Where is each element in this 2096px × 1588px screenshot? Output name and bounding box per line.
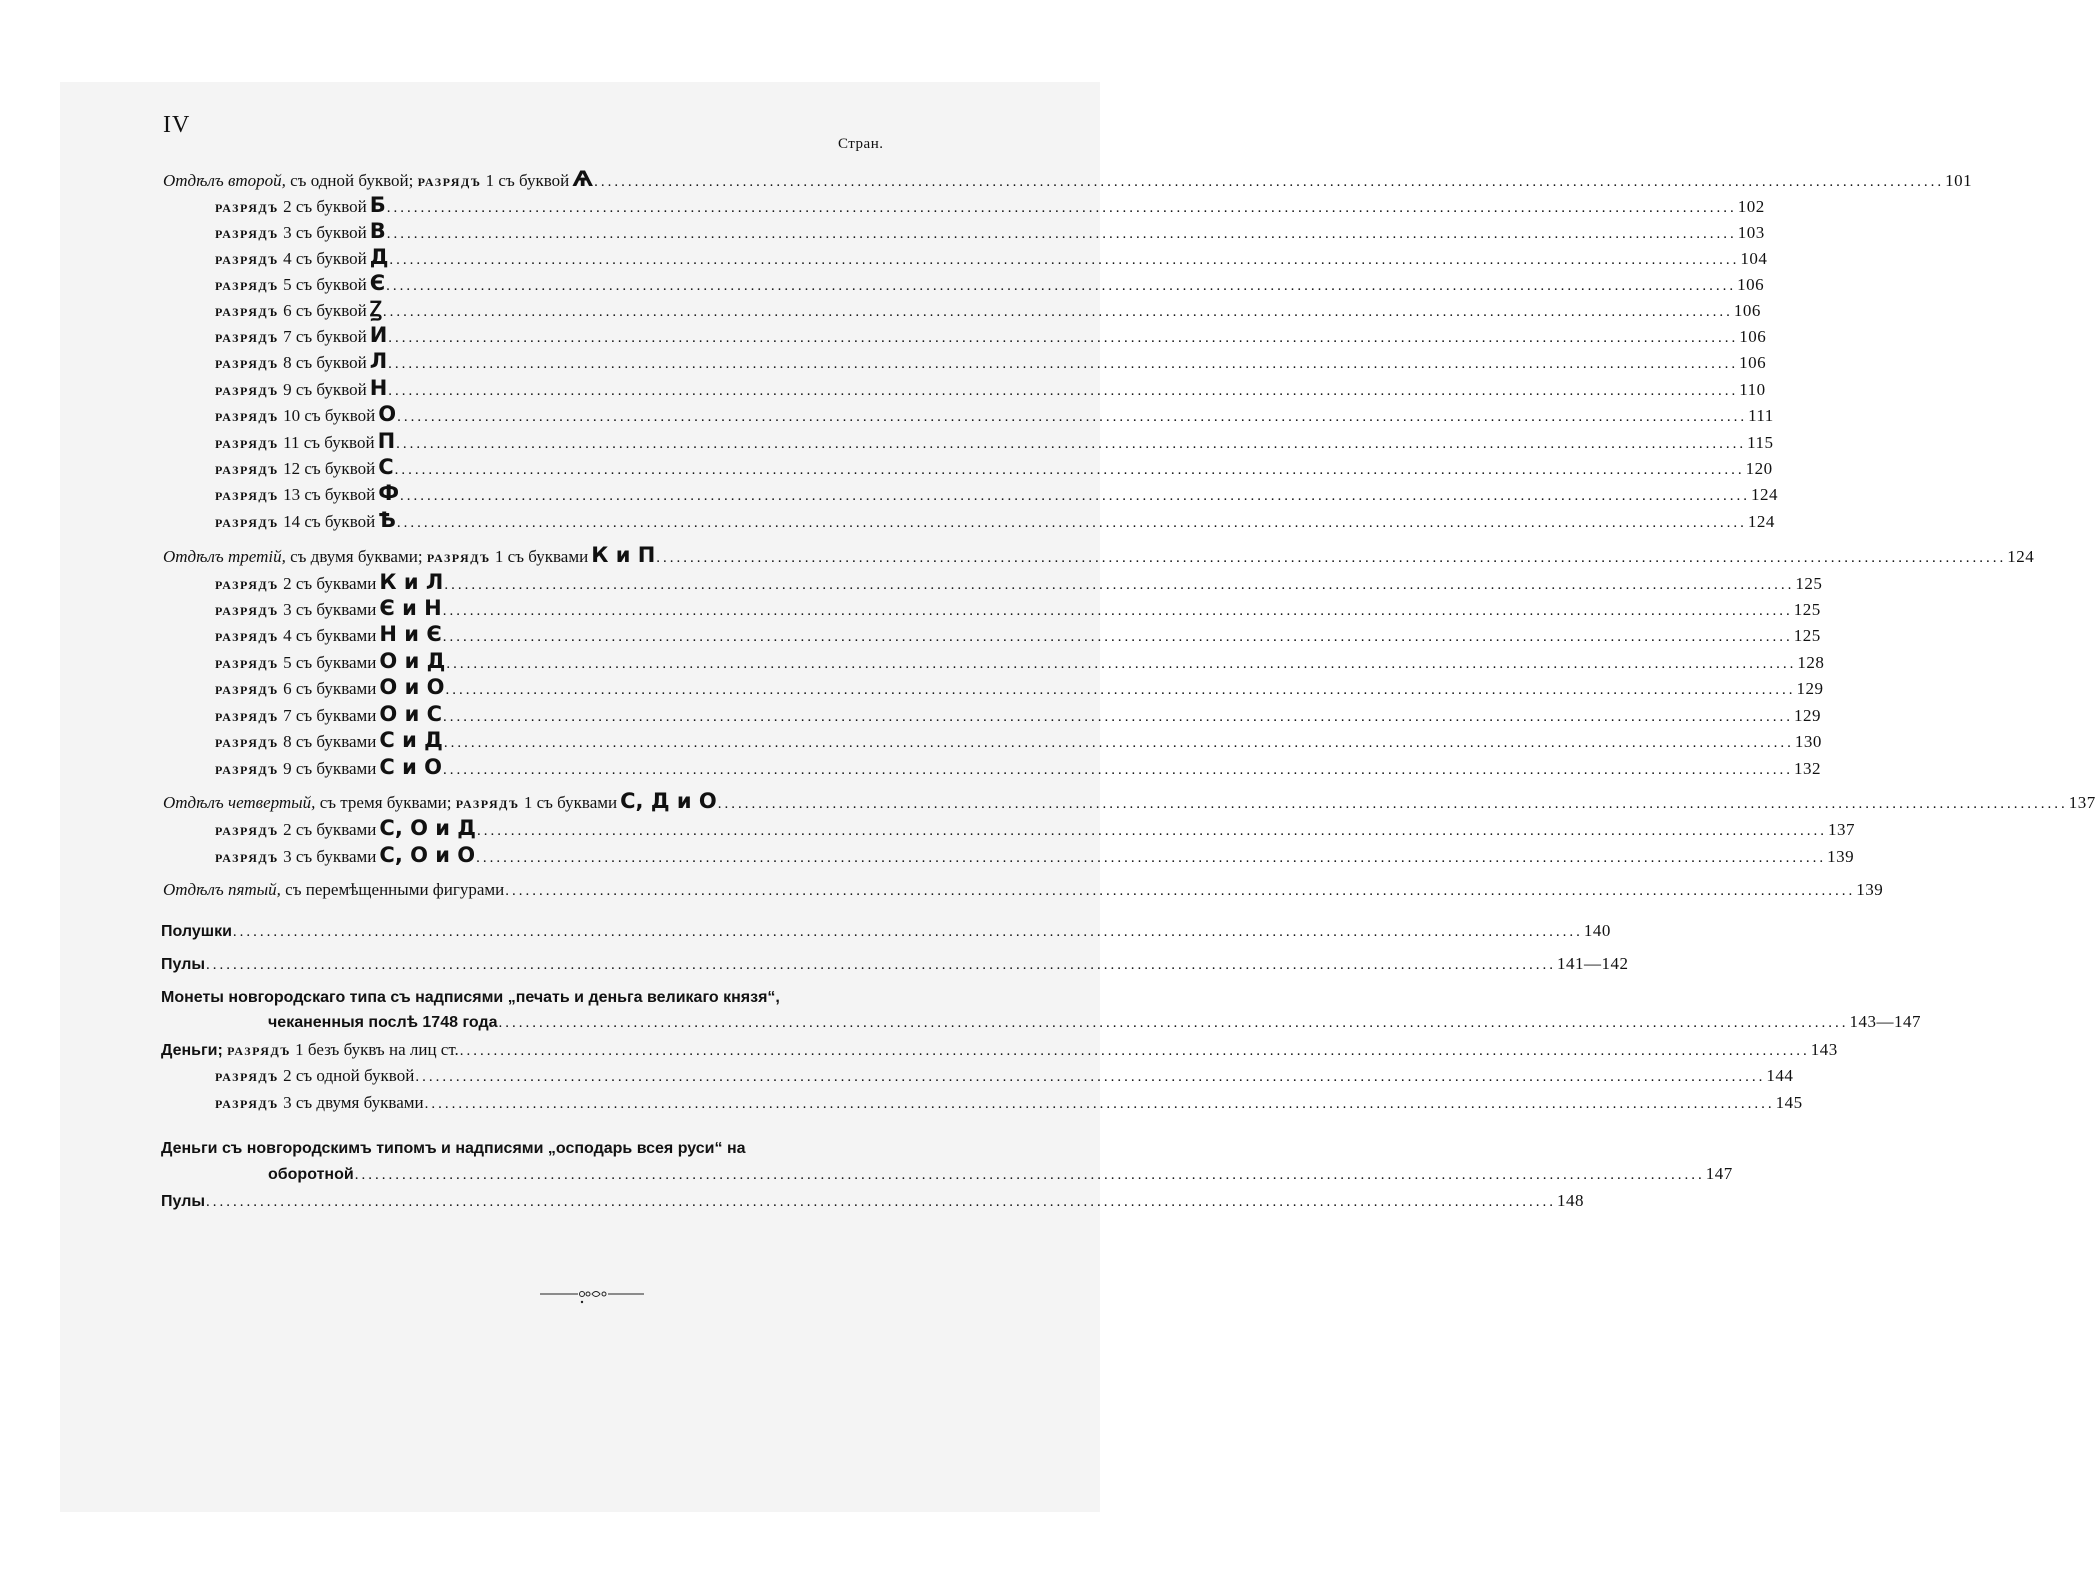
toc-entry <box>215 401 1774 427</box>
toc-entry-label <box>215 815 476 844</box>
letter-glyph: Н и Є <box>379 622 442 646</box>
rank-label: РАЗРЯДЪ <box>215 824 279 838</box>
entry-text-tail: 1 съ буквами <box>490 547 589 566</box>
page-ref: 147 <box>1705 1164 1733 1183</box>
entry-text: 6 съ буквами <box>278 679 377 698</box>
section-heading: Полушки <box>161 923 232 940</box>
letter-glyph: С и О <box>379 755 443 779</box>
toc-entry <box>215 1063 1794 1089</box>
entry-text: 8 съ буквами <box>278 732 377 751</box>
entry-text: 4 съ буквой <box>278 249 367 268</box>
leader-dots: ........................................................................................................................................................................................................ <box>424 1096 1775 1112</box>
page-ref: 125 <box>1795 574 1823 593</box>
toc-entry <box>215 296 1761 322</box>
toc-entry-label <box>161 984 780 1011</box>
rank-label: РАЗРЯДЪ <box>215 227 279 241</box>
entry-text: 2 съ буквами <box>278 820 377 839</box>
toc-entry <box>268 1161 1733 1187</box>
toc-entry-label <box>215 754 442 783</box>
rank-label: РАЗРЯДЪ <box>215 516 279 530</box>
page-ref: 111 <box>1748 406 1774 425</box>
entry-text: 3 съ буквами <box>278 847 377 866</box>
rank-label: РАЗРЯДЪ <box>215 410 279 424</box>
page-ref: 106 <box>1737 275 1765 294</box>
toc-entry <box>215 480 1779 506</box>
section-heading: Деньги съ новгородскимъ типомъ и надписями „осподарь всея руси“ на <box>161 1140 746 1157</box>
toc-entry <box>163 877 1884 903</box>
entry-text: 13 съ буквой <box>278 485 376 504</box>
page-ref: 115 <box>1747 433 1774 452</box>
entry-text: 4 съ буквами <box>278 626 377 645</box>
rank-label: РАЗРЯДЪ <box>455 797 520 811</box>
toc-entry <box>215 428 1774 454</box>
section-heading: Пулы <box>161 1193 206 1210</box>
entry-text: 11 съ буквой <box>278 433 375 452</box>
entry-text: 12 съ буквой <box>278 459 376 478</box>
leader-dots: ........................................................................................................................................................................................................ <box>415 1069 1766 1085</box>
letter-glyph: В <box>369 219 386 243</box>
page-ref: 130 <box>1794 732 1822 751</box>
toc-entry-label <box>215 454 394 483</box>
toc-entry <box>161 918 1611 944</box>
toc-entry-label <box>215 401 396 430</box>
letter-glyph: О и О <box>379 675 445 699</box>
letter-glyph: Б <box>369 193 386 217</box>
rank-label: РАЗРЯДЪ <box>215 604 279 618</box>
toc-entry <box>215 1090 1803 1116</box>
leader-dots: ........................................................................................................................................................................................................ <box>386 226 1737 242</box>
rank-label: РАЗРЯДЪ <box>215 357 279 371</box>
letter-glyph: Є <box>369 271 386 295</box>
letter-glyph: О <box>378 402 397 426</box>
letter-glyph: С, О и О <box>379 843 476 867</box>
rank-label: РАЗРЯДЪ <box>417 175 482 189</box>
rank-label: РАЗРЯДЪ <box>215 763 279 777</box>
leader-dots: ........................................................................................................................................................................................................ <box>477 823 1827 839</box>
page-number: IV <box>163 112 191 138</box>
toc-entry-label <box>163 542 655 571</box>
toc-entry <box>215 569 1823 595</box>
toc-entry <box>215 375 1766 401</box>
leader-dots: ........................................................................................................................................................................................................ <box>459 1043 1810 1059</box>
page-ref: 106 <box>1739 353 1767 372</box>
letter-glyph: С, Д и О <box>620 789 717 813</box>
section-title: Отдѣлъ второй, <box>163 171 286 190</box>
page-ref: 143 <box>1810 1040 1838 1059</box>
entry-text: 3 съ буквами <box>278 600 377 619</box>
page-ref: 132 <box>1794 759 1822 778</box>
rank-label: РАЗРЯДЪ <box>215 463 279 477</box>
leader-dots: ........................................................................................................................................................................................................ <box>206 957 1557 973</box>
leader-dots: ........................................................................................................................................................................................................ <box>388 383 1739 399</box>
letter-glyph: Ѣ <box>378 508 396 532</box>
page-ref: 144 <box>1766 1066 1794 1085</box>
page-ref: 125 <box>1793 626 1821 645</box>
letter-glyph: К и Л <box>379 570 444 594</box>
entry-text: 7 съ буквой <box>278 327 367 346</box>
leader-dots: ........................................................................................................................................................................................................ <box>444 577 1795 593</box>
page-ref: 120 <box>1745 459 1773 478</box>
entry-text: 14 съ буквой <box>278 512 376 531</box>
letter-glyph: О и С <box>379 702 443 726</box>
toc-entry-label <box>215 296 382 325</box>
letter-glyph: П <box>377 429 396 453</box>
toc-entry-label <box>161 1037 459 1064</box>
toc-entry-label <box>268 1161 354 1188</box>
leader-dots: ........................................................................................................................................................................................................ <box>396 515 1747 531</box>
toc-entry <box>215 674 1824 700</box>
entry-text: съ тремя буквами; <box>315 793 456 812</box>
section-title: Отдѣлъ четвертый, <box>163 793 316 812</box>
page-ref: 128 <box>1797 653 1825 672</box>
toc-entry <box>215 454 1773 480</box>
toc-entry-label <box>215 727 443 756</box>
toc-entry-label <box>215 348 387 377</box>
page-ref: 139 <box>1856 880 1884 899</box>
page-ref: 125 <box>1793 600 1821 619</box>
entry-text: 6 съ буквой <box>278 301 367 320</box>
page-ref: 106 <box>1739 327 1767 346</box>
toc-entry-label <box>215 569 443 598</box>
entry-text: 10 съ буквой <box>278 406 376 425</box>
toc-entry <box>161 1188 1585 1214</box>
leader-dots: ........................................................................................................................................................................................................ <box>443 762 1794 778</box>
rank-label: РАЗРЯДЪ <box>215 578 279 592</box>
leader-dots: ........................................................................................................................................................................................................ <box>389 252 1740 268</box>
toc-entry <box>215 192 1765 218</box>
section-heading: Пулы <box>161 956 206 973</box>
entry-text: съ одной буквой; <box>285 171 418 190</box>
rank-label: РАЗРЯДЪ <box>215 279 279 293</box>
letter-glyph: Н <box>369 376 388 400</box>
page-ref: 137 <box>1828 820 1855 839</box>
leader-dots: ........................................................................................................................................................................................................ <box>446 656 1797 672</box>
leader-dots: ........................................................................................................................................................................................................ <box>443 735 1794 751</box>
toc-entry-label <box>268 1009 498 1036</box>
leader-dots: ........................................................................................................................................................................................................ <box>382 304 1733 320</box>
rank-label: РАЗРЯДЪ <box>215 437 279 451</box>
rank-label: РАЗРЯДЪ <box>227 1044 291 1058</box>
page-ref: 129 <box>1796 679 1824 698</box>
toc-entry-label <box>215 621 442 650</box>
toc-entry <box>268 1009 1922 1035</box>
section-title: Отдѣлъ пятый, <box>163 880 281 899</box>
page-ref: 103 <box>1737 223 1765 242</box>
page-ref: 140 <box>1583 921 1611 940</box>
section-heading: Деньги; <box>161 1042 223 1059</box>
toc-entry <box>215 595 1821 621</box>
toc-entry-label <box>215 270 385 299</box>
letter-glyph: С, О и Д <box>379 816 476 840</box>
rank-label: РАЗРЯДЪ <box>215 201 279 215</box>
leader-dots: ........................................................................................................................................................................................................ <box>394 462 1745 478</box>
leader-dots: ........................................................................................................................................................................................................ <box>442 603 1793 619</box>
entry-text: 2 съ буквой <box>278 197 367 216</box>
leader-dots: ........................................................................................................................................................................................................ <box>396 436 1747 452</box>
toc-entry <box>163 542 2035 568</box>
toc-entry <box>163 166 1973 192</box>
entry-text: съ двумя буквами; <box>285 547 427 566</box>
page-ref: 145 <box>1775 1093 1803 1112</box>
toc-entry <box>163 788 2096 814</box>
entry-text: 9 съ буквами <box>278 759 377 778</box>
page-ref: 129 <box>1794 706 1822 725</box>
toc-entry-label <box>215 218 386 247</box>
toc-entry <box>161 984 780 1010</box>
section-heading: чеканенныя послѣ 1748 года <box>268 1014 498 1031</box>
leader-dots: ........................................................................................................................................................................................................ <box>656 550 2007 566</box>
ornament-divider-icon <box>540 1284 644 1306</box>
toc-entry <box>161 951 1629 977</box>
toc-entry-label <box>215 192 386 221</box>
page-ref: 148 <box>1557 1191 1585 1210</box>
letter-glyph: Д <box>369 245 389 269</box>
toc-entry <box>215 621 1821 647</box>
toc-entry <box>215 701 1822 727</box>
rank-label: РАЗРЯДЪ <box>215 657 279 671</box>
entry-text: 2 съ одной буквой <box>278 1066 415 1085</box>
toc-entry-label <box>161 1188 205 1215</box>
toc-entry <box>215 754 1822 780</box>
toc-entry <box>215 322 1767 348</box>
letter-glyph: С <box>378 455 394 479</box>
rank-label: РАЗРЯДЪ <box>215 489 279 503</box>
entry-text: 9 съ буквой <box>278 380 367 399</box>
letter-glyph: Ꙁ <box>369 297 382 321</box>
toc-entry <box>215 218 1765 244</box>
entry-text: 3 съ двумя буквами <box>278 1093 424 1112</box>
page-ref: 124 <box>1751 485 1779 504</box>
leader-dots: ........................................................................................................................................................................................................ <box>717 796 2068 812</box>
toc-entry-label <box>215 375 387 404</box>
leader-dots: ........................................................................................................................................................................................................ <box>400 488 1751 504</box>
leader-dots: ........................................................................................................................................................................................................ <box>442 629 1793 645</box>
entry-text: 3 съ буквой <box>278 223 367 242</box>
leader-dots: ........................................................................................................................................................................................................ <box>386 200 1737 216</box>
leader-dots: ........................................................................................................................................................................................................ <box>388 330 1739 346</box>
rank-label: РАЗРЯДЪ <box>215 683 279 697</box>
toc-entry-label <box>215 322 387 351</box>
entry-text: 5 съ буквами <box>278 653 377 672</box>
toc-entry-label <box>215 244 388 273</box>
letter-glyph: С и Д <box>379 728 443 752</box>
letter-glyph: И <box>369 323 388 347</box>
rank-label: РАЗРЯДЪ <box>215 384 279 398</box>
leader-dots: ........................................................................................................................................................................................................ <box>388 356 1739 372</box>
toc-entry-label <box>215 701 442 730</box>
page-ref: 124 <box>2007 547 2035 566</box>
page-ref: 104 <box>1740 249 1768 268</box>
rank-label: РАЗРЯДЪ <box>215 851 279 865</box>
toc-entry <box>215 244 1768 270</box>
toc-entry <box>215 507 1775 533</box>
page-ref: 141—142 <box>1557 954 1629 973</box>
entry-text: съ перемѣщенными фигурами <box>280 880 505 899</box>
leader-dots: ........................................................................................................................................................................................................ <box>206 1194 1557 1210</box>
toc-entry-label <box>215 507 396 536</box>
toc-entry-label <box>215 674 444 703</box>
letter-glyph: Ѧ <box>572 167 594 191</box>
toc-entry <box>215 842 1855 868</box>
leader-dots: ........................................................................................................................................................................................................ <box>232 924 1583 940</box>
toc-entry <box>215 727 1822 753</box>
entry-text-tail: 1 безъ буквъ на лиц ст. <box>290 1040 459 1059</box>
section-heading: Монеты новгородскаго типа съ надписями „печать и деньга великаго князя“, <box>161 989 780 1006</box>
page-ref: 137 <box>2068 793 2096 812</box>
rank-label: РАЗРЯДЪ <box>215 630 279 644</box>
rank-label: РАЗРЯДЪ <box>215 1097 279 1111</box>
page-ref: 101 <box>1945 171 1973 190</box>
toc-entry <box>215 648 1825 674</box>
entry-text: 7 съ буквами <box>278 706 377 725</box>
leader-dots: ........................................................................................................................................................................................................ <box>445 682 1796 698</box>
toc-entry <box>215 348 1767 374</box>
toc-entry <box>161 1135 746 1161</box>
entry-text: 5 съ буквой <box>278 275 367 294</box>
letter-glyph: Л <box>369 349 388 373</box>
page-ref: 124 <box>1747 512 1775 531</box>
leader-dots: ........................................................................................................................................................................................................ <box>386 278 1737 294</box>
page-ref: 106 <box>1733 301 1761 320</box>
leader-dots: ........................................................................................................................................................................................................ <box>498 1015 1849 1031</box>
leader-dots: ........................................................................................................................................................................................................ <box>594 174 1945 190</box>
rank-label: РАЗРЯДЪ <box>426 551 491 565</box>
letter-glyph: О и Д <box>379 649 446 673</box>
toc-entry-label <box>163 877 504 903</box>
leader-dots: ........................................................................................................................................................................................................ <box>476 850 1827 866</box>
leader-dots: ........................................................................................................................................................................................................ <box>505 883 1856 899</box>
leader-dots: ........................................................................................................................................................................................................ <box>443 709 1794 725</box>
toc-entry-label <box>215 1063 414 1090</box>
toc-entry <box>215 815 1855 841</box>
toc-entry-label <box>163 166 593 195</box>
page-ref: 143—147 <box>1849 1012 1922 1031</box>
toc-entry-label <box>215 1090 424 1117</box>
leader-dots: ........................................................................................................................................................................................................ <box>397 409 1748 425</box>
toc-entry-label <box>161 1135 746 1162</box>
toc-entry-label <box>163 788 717 817</box>
toc-entry-label <box>215 842 475 871</box>
section-title: Отдѣлъ третій, <box>163 547 286 566</box>
page-column-label: Стран. <box>838 136 884 152</box>
leader-dots: ........................................................................................................................................................................................................ <box>354 1167 1705 1183</box>
rank-label: РАЗРЯДЪ <box>215 305 279 319</box>
entry-text: 2 съ буквами <box>278 574 377 593</box>
rank-label: РАЗРЯДЪ <box>215 736 279 750</box>
toc-entry <box>161 1037 1838 1063</box>
page-ref: 102 <box>1737 197 1765 216</box>
toc-entry-label <box>215 595 442 624</box>
rank-label: РАЗРЯДЪ <box>215 1070 279 1084</box>
toc-entry <box>215 270 1765 296</box>
entry-text-tail: 1 съ буквой <box>481 171 570 190</box>
section-heading: оборотной <box>268 1166 354 1183</box>
page-ref: 110 <box>1739 380 1766 399</box>
toc-entry-label <box>215 648 445 677</box>
letter-glyph: Ф <box>378 481 400 505</box>
entry-text-tail: 1 съ буквами <box>519 793 618 812</box>
toc-entry-label <box>215 480 399 509</box>
entry-text: 8 съ буквой <box>278 353 367 372</box>
page-ref: 139 <box>1827 847 1855 866</box>
toc-entry-label <box>215 428 395 457</box>
letter-glyph: Є и Н <box>379 596 442 620</box>
rank-label: РАЗРЯДЪ <box>215 253 279 267</box>
toc-entry-label <box>161 918 232 945</box>
rank-label: РАЗРЯДЪ <box>215 331 279 345</box>
letter-glyph: К и П <box>591 543 656 567</box>
rank-label: РАЗРЯДЪ <box>215 710 279 724</box>
toc-entry-label <box>161 951 205 978</box>
